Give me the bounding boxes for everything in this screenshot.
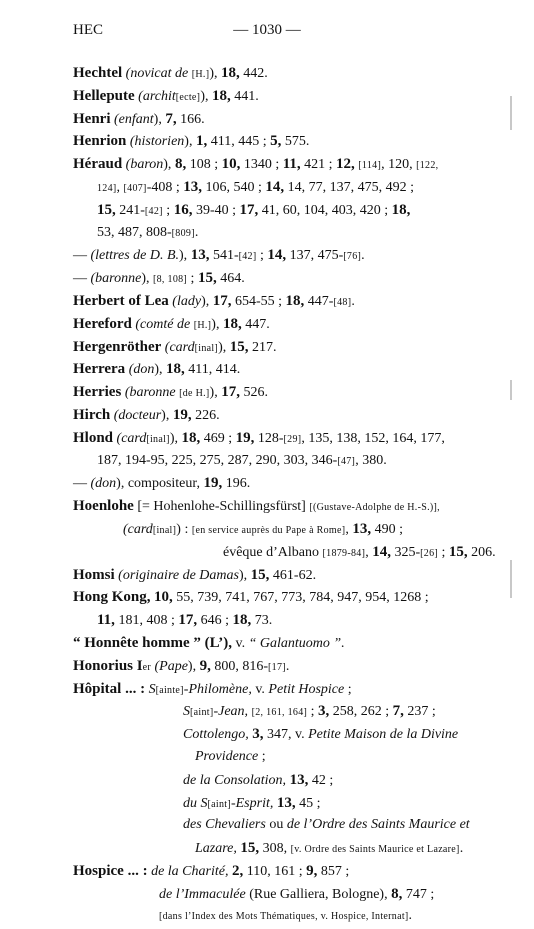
text: (Rue Galliera, Bologne), — [245, 886, 392, 902]
small-text: [29] — [283, 433, 302, 445]
index-line — [73, 860, 503, 883]
index-line — [73, 130, 503, 153]
text: ), — [163, 157, 175, 173]
text: — — [73, 476, 91, 492]
text: 110, 161 ; — [243, 863, 307, 879]
small-text: [ecte] — [175, 91, 201, 103]
small-text: [H.] — [193, 319, 212, 331]
italic-text: (card — [123, 521, 153, 537]
bold-text: 7, — [392, 703, 404, 720]
italic-text: S — [148, 681, 156, 697]
bold-text: 13, — [190, 247, 210, 264]
bold-text: “ Honnête homme ” (L’), — [73, 634, 233, 651]
small-text: [(Gustave-Adolphe de H.-S.)], — [309, 502, 440, 514]
index-line — [73, 153, 503, 176]
small-text: [48] — [333, 296, 352, 308]
text: 73. — [251, 613, 273, 629]
text: ), — [141, 271, 153, 287]
index-line — [73, 769, 503, 792]
italic-text: (baron — [125, 157, 164, 173]
text: 325- — [390, 544, 421, 560]
bold-text: 15, — [250, 566, 270, 583]
index-line — [73, 108, 503, 131]
text: 45 ; — [295, 795, 321, 811]
text: 464. — [216, 271, 245, 287]
small-text: [26] — [420, 547, 439, 559]
small-text: 124] — [97, 182, 117, 194]
text: 308, — [259, 841, 291, 857]
italic-text: (baronne — [124, 385, 180, 401]
index-line — [73, 792, 503, 815]
index-line — [73, 199, 503, 222]
index-line — [73, 427, 503, 450]
bold-text: 15, — [197, 270, 217, 287]
italic-text: -Jean, — [213, 704, 249, 720]
text: ; — [258, 748, 266, 764]
text: 128- — [254, 430, 284, 446]
text: ; — [307, 704, 319, 720]
text: — — [73, 248, 91, 264]
text: 747 ; — [402, 886, 435, 902]
bold-text: 14, — [265, 178, 285, 195]
text: 196. — [222, 476, 251, 492]
italic-text: (novicat de — [125, 66, 192, 81]
small-text: er — [142, 661, 151, 673]
small-text: [42] — [144, 205, 163, 217]
index-line — [73, 883, 503, 906]
bold-text: Hergenröther — [73, 338, 162, 355]
small-text: [122, — [416, 160, 439, 172]
text: ; — [438, 544, 449, 560]
index-line — [73, 222, 503, 245]
italic-text: “ Galantuomo ”. — [248, 635, 345, 651]
small-text: [H.] — [191, 69, 210, 80]
bold-text: 19, — [172, 406, 192, 423]
bold-text: 15, — [97, 201, 116, 218]
index-line — [73, 336, 503, 359]
small-text: [inal] — [146, 433, 170, 445]
bold-text: Henri — [73, 110, 111, 127]
italic-text: -Esprit, — [230, 795, 274, 811]
text: 241- — [115, 202, 145, 218]
bold-text: 17, — [212, 292, 232, 309]
index-line — [73, 723, 503, 746]
text: ), — [238, 567, 251, 583]
small-text: [8, 108] — [152, 274, 188, 286]
text: ), — [201, 293, 213, 309]
italic-text: Petit Hospice — [268, 681, 345, 697]
index-line — [73, 450, 503, 473]
text: 137, 475- — [286, 248, 344, 264]
small-text: [47] — [337, 455, 356, 467]
small-text: [42] — [238, 251, 257, 263]
small-text: [17] — [268, 661, 286, 673]
text: 226. — [191, 407, 220, 423]
text: . — [361, 248, 365, 264]
text: . — [194, 224, 199, 240]
text: ), — [218, 339, 230, 355]
small-text: [76] — [343, 251, 362, 263]
bold-text: 14, — [372, 543, 391, 560]
text: , — [116, 179, 124, 195]
text: ), — [184, 134, 196, 150]
text: 41, 60, 104, 403, 420 ; — [258, 202, 392, 218]
small-text: [inal] — [194, 342, 219, 354]
bold-text: 18, — [211, 87, 231, 104]
bold-text: 18, — [285, 292, 305, 309]
text: ), compositeur, — [116, 476, 204, 492]
italic-text: (enfant — [114, 111, 154, 127]
italic-text: de l’Ordre des Saints Maurice et — [286, 817, 470, 833]
small-text: [aint] — [207, 798, 231, 810]
bold-text: 10, — [221, 156, 241, 173]
margin-mark — [510, 380, 512, 400]
text: 411, 445 ; — [207, 134, 271, 150]
bold-text: Hlond — [73, 429, 114, 446]
index-line — [73, 541, 503, 564]
italic-text: (docteur — [113, 407, 162, 423]
bold-text: 18, — [181, 429, 201, 446]
bold-text: 18, — [232, 612, 252, 629]
bold-text: 18, — [221, 65, 240, 81]
italic-text: de la Consolation, — [183, 772, 287, 788]
index-entries — [73, 62, 503, 928]
bold-text: 13, — [352, 520, 372, 537]
small-text: [114] — [358, 160, 382, 172]
small-text: [en service auprès du Pape à Rome] — [191, 524, 346, 536]
text: , — [345, 521, 353, 537]
text: — — [73, 271, 91, 287]
index-line — [73, 518, 503, 541]
index-line — [73, 358, 503, 381]
index-line — [73, 678, 503, 701]
bold-text: Hereford — [73, 315, 132, 332]
index-line — [73, 905, 503, 928]
bold-text: Honorius I — [73, 657, 143, 674]
index-line — [73, 746, 503, 769]
text: ), — [153, 111, 166, 127]
index-line — [73, 609, 503, 632]
italic-text: des Chevaliers — [183, 817, 270, 833]
index-line — [73, 564, 503, 587]
text: v. — [251, 681, 269, 697]
small-text: [407] — [123, 182, 147, 194]
text: 526. — [239, 385, 268, 401]
index-line — [73, 244, 503, 267]
index-line — [73, 85, 503, 108]
bold-text: Hirch — [73, 406, 111, 423]
text: . — [459, 841, 464, 857]
text: [= Hohenlohe-Schillingsfürst] — [133, 499, 310, 515]
italic-text: (historien — [129, 134, 185, 150]
bold-text: 13, — [289, 771, 309, 788]
bold-text: 2, — [231, 862, 244, 879]
text: ), — [211, 316, 223, 332]
bold-text: 17, — [178, 612, 198, 629]
margin-mark — [510, 560, 512, 598]
index-line — [73, 290, 503, 313]
bold-text: 19, — [235, 429, 255, 446]
text: , 135, 138, 152, 164, 177, — [301, 430, 445, 446]
italic-text: (baronne — [90, 271, 142, 287]
small-text: [1879-84] — [322, 547, 366, 559]
italic-text: (Pape — [154, 658, 188, 674]
text: 237 ; — [403, 704, 436, 720]
text: ), — [179, 248, 191, 264]
italic-text: (don — [128, 362, 155, 378]
italic-text: (don — [90, 476, 117, 492]
index-line — [73, 176, 503, 199]
text: ), — [187, 658, 200, 674]
page-number: — 1030 — — [233, 22, 301, 38]
text: 181, 408 ; — [114, 613, 179, 629]
bold-text: Hellepute — [73, 87, 135, 104]
text: ; — [162, 202, 174, 218]
index-line — [73, 586, 503, 609]
index-line — [73, 313, 503, 336]
italic-text: (lettres de D. B. — [90, 248, 180, 264]
text: 490 ; — [371, 521, 403, 537]
text: 187, 194-95, 225, 275, 287, 290, 303, 346- — [97, 452, 338, 468]
small-text: [dans l’Index des Mots Thématiques, v. Hospice, Internat] — [159, 911, 409, 923]
text: 39-40 ; — [192, 202, 240, 218]
text: 441. — [230, 88, 259, 104]
bold-text: 17, — [239, 201, 259, 218]
italic-text: Lazare, — [195, 841, 237, 857]
italic-text: (lady — [172, 293, 202, 309]
bold-text: Héraud — [73, 156, 123, 173]
italic-text: S — [183, 704, 190, 720]
text: v. — [232, 635, 249, 651]
small-text: [809] — [171, 227, 195, 239]
bold-text: 18, — [166, 361, 185, 378]
text: 53, 487, 808- — [97, 224, 172, 240]
margin-mark — [510, 96, 512, 130]
text: ), — [154, 362, 167, 378]
italic-text: (archit — [138, 88, 176, 104]
text: 258, 262 ; — [329, 704, 393, 720]
text: , 120, — [381, 157, 417, 173]
bold-text: Hoenlohe — [73, 498, 134, 515]
bold-text: 15, — [448, 543, 468, 560]
italic-text: -Philomène, — [183, 681, 252, 697]
bold-text: 3, — [252, 726, 264, 743]
bold-text: 11, — [97, 612, 115, 629]
bold-text: 18, — [222, 315, 242, 332]
text: , — [365, 544, 373, 560]
index-line — [73, 495, 503, 518]
bold-text: Hong Kong, — [73, 589, 151, 606]
italic-text: (comté de — [135, 316, 194, 332]
index-line — [73, 632, 503, 655]
index-line — [73, 472, 503, 495]
text: ; — [256, 248, 268, 264]
text: 217. — [248, 339, 277, 355]
index-line — [73, 404, 503, 427]
text: ) : — [176, 521, 192, 537]
bold-text: 19, — [203, 475, 223, 492]
text: 646 ; — [197, 613, 233, 629]
italic-text: (card — [116, 430, 147, 446]
bold-text: Hechtel — [73, 65, 123, 81]
bold-text: Herries — [73, 384, 122, 401]
text: . — [408, 908, 413, 924]
text: 461-62. — [269, 567, 317, 583]
bold-text: 9, — [306, 862, 318, 879]
italic-text: de la Charité, — [151, 863, 229, 879]
bold-text: 5, — [270, 133, 282, 150]
bold-text: 9, — [199, 657, 211, 674]
text: 447- — [304, 293, 334, 309]
text: 206. — [467, 544, 496, 560]
index-line — [73, 814, 503, 837]
text: . — [285, 658, 290, 674]
italic-text: Providence — [195, 748, 259, 764]
small-text: [2, 161, 164] — [251, 707, 308, 719]
text: , 380. — [355, 452, 387, 468]
bold-text: 3, — [318, 703, 330, 720]
text: 800, 816- — [210, 658, 269, 674]
bold-text: 15, — [240, 840, 260, 857]
text: . — [351, 293, 355, 309]
bold-text: 1, — [195, 133, 208, 150]
italic-text: du S — [183, 795, 208, 811]
bold-text: Hôpital ... : — [73, 680, 146, 697]
text: 447. — [241, 316, 270, 332]
text: 166. — [176, 111, 205, 127]
bold-text: 11, — [282, 156, 301, 173]
text: évêque d’Albano — [223, 544, 323, 560]
bold-text: 14, — [267, 247, 287, 264]
bold-text: 17, — [221, 384, 240, 401]
small-text: [de H.] — [179, 388, 210, 400]
index-line — [73, 655, 503, 678]
running-head: HEC — [73, 22, 103, 38]
text: ; — [187, 271, 198, 287]
text: 42 ; — [308, 772, 334, 788]
text: 654-55 ; — [231, 293, 286, 309]
italic-text: Petite Maison de la Divine — [308, 727, 459, 743]
bold-text: Homsi — [73, 566, 115, 583]
italic-text: (originaire de Damas — [118, 567, 239, 583]
italic-text: de l’Immaculée — [159, 886, 246, 902]
small-text: [v. Ordre des Saints Maurice et Lazare] — [290, 844, 460, 856]
text: 411, 414. — [184, 362, 241, 378]
text: 55, 739, 741, 767, 773, 784, 947, 954, 1268 ; — [172, 590, 429, 606]
index-line — [73, 267, 503, 290]
bold-text: 8, — [391, 885, 403, 902]
bold-text: 8, — [174, 156, 187, 173]
text: ), — [169, 430, 182, 446]
bold-text: 16, — [173, 201, 193, 218]
small-text: [ainte] — [155, 684, 184, 696]
text: ), — [209, 66, 222, 81]
text: ), — [161, 407, 173, 423]
bold-text: 13, — [183, 178, 203, 195]
bold-text: 10, — [154, 589, 173, 606]
italic-text: Cottolengo, — [183, 727, 249, 743]
bold-text: 13, — [276, 794, 296, 811]
text: 541- — [209, 248, 239, 264]
bold-text: Herbert of Lea — [73, 292, 169, 309]
text: 575. — [281, 134, 310, 150]
bold-text: Herrera — [73, 361, 126, 378]
text: ou — [269, 817, 287, 833]
text: 421 ; — [300, 157, 337, 173]
bold-text: Henrion — [73, 133, 127, 150]
index-line — [73, 700, 503, 723]
index-line — [73, 381, 503, 404]
text: 106, 540 ; — [202, 179, 266, 195]
index-line — [73, 62, 503, 85]
index-line — [73, 837, 503, 860]
text: 347, v. — [263, 727, 309, 743]
text: ; — [344, 681, 352, 697]
text: 469 ; — [200, 430, 236, 446]
text: 108 ; — [186, 157, 222, 173]
bold-text: 12, — [336, 156, 355, 173]
bold-text: 15, — [229, 338, 249, 355]
text: -408 ; — [146, 179, 184, 195]
text: 14, 77, 137, 475, 492 ; — [284, 179, 415, 195]
text: 1340 ; — [240, 157, 283, 173]
text: ), — [200, 88, 212, 104]
small-text: [aint] — [190, 707, 214, 719]
text: ), — [209, 385, 222, 401]
text: 857 ; — [317, 863, 350, 879]
bold-text: 7, — [165, 110, 177, 127]
italic-text: (card — [164, 339, 195, 355]
text: 442. — [239, 66, 268, 81]
small-text: [inal] — [152, 524, 177, 536]
bold-text: Hospice ... : — [73, 862, 148, 879]
bold-text: 18, — [391, 201, 411, 218]
